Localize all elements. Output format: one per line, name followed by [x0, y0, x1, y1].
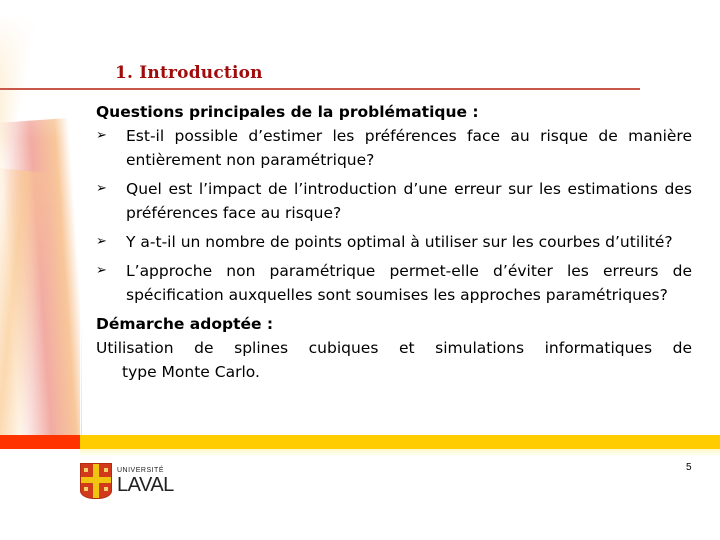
questions-heading: Questions principales de la problématique :	[96, 103, 479, 121]
bullet-item	[96, 230, 692, 254]
decorative-gradient-panel	[0, 0, 82, 435]
arrow-bullet-icon: ➢	[96, 128, 107, 143]
footer-bar-red	[0, 435, 80, 449]
logo-text-universite: UNIVERSITÉ	[117, 467, 165, 474]
bullet-text: Y a-t-il un nombre de points optimal à utiliser sur les courbes d’utilité?	[126, 233, 673, 251]
approach-heading: Démarche adoptée :	[96, 315, 274, 333]
bullet-text: Est-il possible d’estimer les préférences face au risque de manière entièrement non paramétrique?	[126, 127, 692, 169]
approach-text	[96, 336, 692, 384]
university-crest-icon	[80, 463, 112, 499]
footer-bar-yellow	[80, 435, 720, 449]
bullet-item	[96, 259, 692, 307]
arrow-bullet-icon: ➢	[96, 181, 107, 196]
bullet-item	[96, 124, 692, 172]
footer-bar-glow	[80, 449, 720, 457]
arrow-bullet-icon: ➢	[96, 263, 107, 278]
title-underline	[0, 88, 640, 90]
bullet-item	[96, 177, 692, 225]
bullet-text: Quel est l’impact de l’introduction d’une erreur sur les estimations des préférences face au risque?	[126, 180, 692, 222]
universite-laval-logo	[80, 463, 174, 499]
logo-text-laval: LAVAL	[117, 474, 174, 496]
page-number: 5	[686, 462, 692, 473]
bullet-text: L’approche non paramétrique permet-elle d’éviter les erreurs de spécification auxquelles sont soumises les approches paramétriques?	[126, 262, 692, 304]
approach-text-line-2: type Monte Carlo.	[122, 363, 260, 381]
approach-text-line-1: Utilisation de splines cubiques et simulations informatiques de	[96, 339, 692, 357]
arrow-bullet-icon: ➢	[96, 234, 107, 249]
slide-body	[96, 100, 692, 384]
slide-title: 1. Introduction	[115, 63, 263, 83]
